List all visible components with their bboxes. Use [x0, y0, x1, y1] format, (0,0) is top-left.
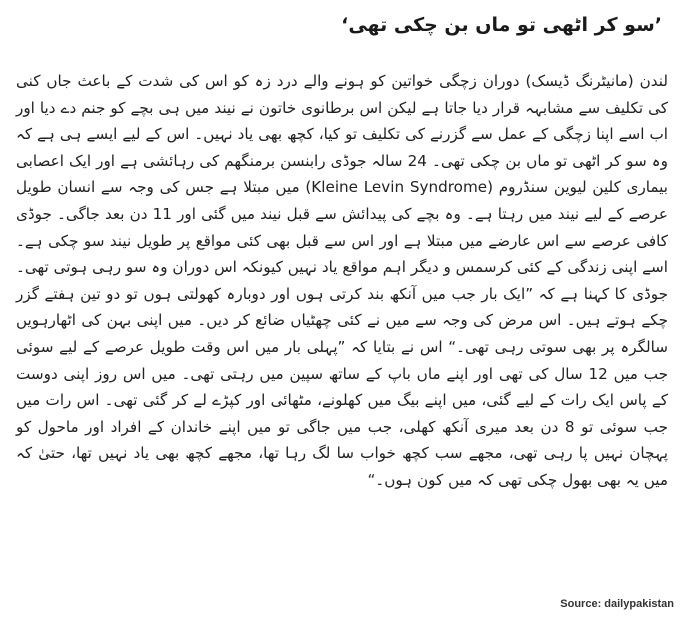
source-credit: Source: dailypakistan [560, 598, 674, 610]
article-body: لندن (مانیٹرنگ ڈیسک) دوران زچگی خواتین کو ہونے والے درد زہ کو اس کی شدت کے باعث جاں کنی کی تکلیف سے مشابہہ قرار دیا جاتا ہے لیکن اس برطانوی خاتون نے نیند میں ہی بچے کو جنم دے دیا اور اب اسے اپنا زچگی کے عمل سے گزرنے کی تکلیف تو کیا، کچھ بھی یاد نہیں۔ اس کے لیے ایسے ہی ہے کہ وہ سو کر اٹھی تو ماں بن چکی تھی۔ 24 سالہ جوڈی رابنسن برمنگھم کی رہائشی ہے اور ایک اعصابی بیماری کلین لیوین سنڈروم (Kleine Levin Syndrome) میں مبتلا ہے جس کی وجہ سے انسان طویل عرصے کے لیے نیند میں رہتا ہے۔ وہ بچے کی پیدائش سے قبل نیند میں گئی اور 11 دن بعد جاگی۔ جوڈی کافی عرصے سے اس عارضے میں مبتلا ہے اور اس سے قبل بھی کئی مواقع پر طویل نیند سو چکی ہے۔ اسے اپنی زندگی کے کئی کرسمس و دیگر اہم مواقع یاد نہیں کیونکہ اس دوران وہ سو رہی ہوتی تھی۔ جوڈی کا کہنا ہے کہ ”ایک بار جب میں آنکھ بند کرتی ہوں اور دوبارہ کھولتی ہوں تو دو تین ہفتے گزر چکے ہوتے ہیں۔ اس مرض کی وجہ سے میں نے کئی چھٹیاں ضائع کر دیں۔ میں اپنی بہن کی اٹھارہویں سالگرہ پر بھی سوتی رہی تھی۔“ اس نے بتایا کہ ”پہلی بار میں اس وقت طویل عرصے کے لیے سوئی جب میں 12 سال کی تھی اور اپنے ماں باپ کے ساتھ سپین میں رہتی تھی۔ میں اس روز اپنی دوست کے پاس ایک رات کے لیے گئی، میں اپنے بیگ میں کھلونے، مٹھائی اور کپڑے لے کر گئی تھی۔ اس رات میں جب سوئی تو 8 دن بعد میری آنکھ کھلی، جب میں جاگی تو میں اپنے خاندان کے افراد اور ماحول کو پہچان نہیں پا رہی تھی، مجھے سب کچھ خواب سا لگ رہا تھا، مجھے کچھ بھی یاد نہیں تھا، حتیٰ کہ میں یہ بھی بھول چکی تھی کہ میں کون ہوں۔“ [16, 72, 668, 489]
news-article [16, 10, 668, 494]
article-headline: ’سو کر اٹھی تو ماں بن چکی تھی‘ [341, 14, 662, 36]
